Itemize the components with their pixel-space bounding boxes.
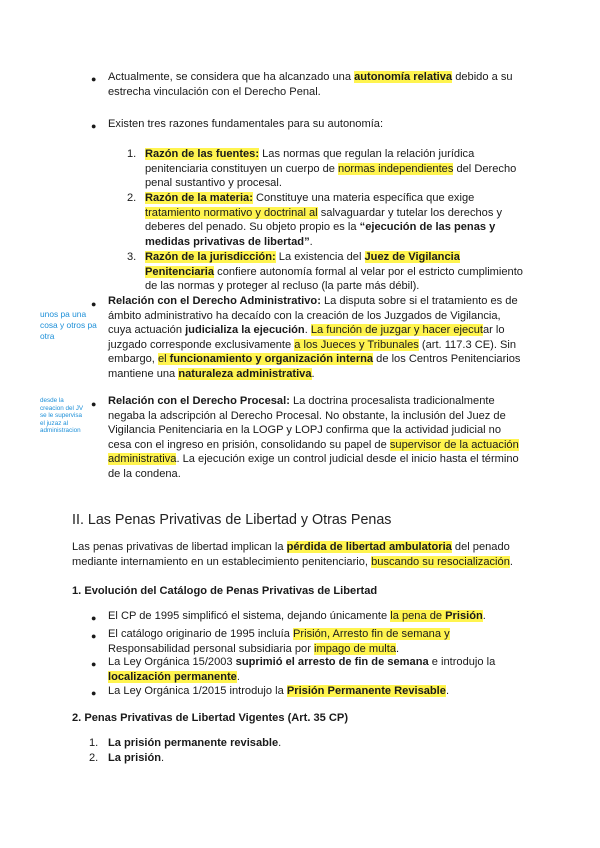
highlight: Razón de la materia: (145, 192, 253, 204)
text: El catálogo originario de 1995 incluía (108, 628, 294, 640)
text: La existencia del (275, 251, 365, 263)
item-prision-permanente (108, 736, 281, 751)
highlight: buscando su resocialización (371, 555, 510, 568)
highlight: impago de multa (313, 642, 397, 655)
text: mediante internamiento en un establecimiento penitenciario, (72, 555, 372, 568)
note-line: unos pa una (40, 309, 87, 319)
subsection-heading: 1. Evolución del Catálogo de Penas Privativas de Libertad (72, 585, 378, 597)
razon-jurisdiccion (145, 250, 533, 294)
text: La Ley Orgánica 15/2003 (108, 656, 236, 668)
highlight: normas independientes (338, 162, 454, 175)
text: El CP de 1995 simplificó el sistema, dejando únicamente (108, 610, 391, 622)
text: embargo, (108, 353, 158, 366)
text: Constituye una materia específica que exige (252, 192, 475, 204)
intro-paragraph (72, 540, 532, 569)
text: debido a su (452, 71, 513, 83)
text: (art. 117.3 CE). Sin (418, 338, 517, 351)
highlight: pérdida de libertad ambulatoria (286, 541, 452, 553)
note-line: otra (40, 331, 55, 341)
highlight: Prisión (445, 610, 483, 622)
note-line: creacion del JV (40, 404, 84, 412)
highlight: Juez de Vigilancia (364, 251, 460, 263)
text: Responsabilidad personal subsidiaria por (108, 642, 314, 655)
bullet-dot: ● (91, 659, 97, 669)
bullet-dot: ● (91, 121, 97, 131)
text: . La ejecución exige un control judicial desde el inicio hasta el término (176, 453, 519, 466)
text: salvaguardar y tutelar los derechos y (317, 206, 503, 219)
bold-text: Relación con el Derecho Administrativo: (108, 295, 321, 307)
bold-text: La prisión (108, 752, 162, 764)
bold-text: La prisión (108, 737, 162, 749)
bullet-autonomia (108, 70, 533, 99)
subsection-heading: 2. Penas Privativas de Libertad Vigentes (Art. 35 CP) (72, 712, 349, 724)
text: Vigilancia Penitenciaria en la LOGP y LOPJ confirma que la actividad judicial no (108, 424, 502, 437)
note-line: el juzaz al (40, 419, 69, 427)
text: . (278, 737, 282, 749)
bullet-dot: ● (91, 299, 97, 309)
text: del penado (451, 541, 510, 553)
list-number: 2. (89, 752, 99, 764)
note-line: administracion (40, 427, 81, 435)
note-line: cosa y otros pa (40, 320, 97, 330)
text: juzgado corresponde exclusivamente (108, 338, 295, 351)
highlight: supervisor de la actuación (389, 438, 519, 451)
section-heading: II. Las Penas Privativas de Libertad y Otras Penas (72, 512, 392, 528)
note-line: se le supervisa (40, 412, 82, 420)
highlight: Razón de las fuentes: (145, 148, 260, 160)
note-line: desde la (40, 397, 64, 404)
text: . (309, 235, 313, 248)
razon-fuentes (145, 147, 533, 191)
text: Actualmente, se considera que ha alcanzado una (108, 71, 355, 83)
margin-note-1 (40, 309, 97, 342)
highlight: autonomía relativa (354, 71, 453, 83)
highlight: la pena de (390, 610, 446, 622)
text: . (161, 752, 165, 764)
highlight: localización permanente (108, 670, 237, 683)
text: . (304, 324, 311, 337)
highlight: Penitenciaria (145, 265, 215, 278)
text: e introdujo la (428, 656, 496, 668)
bullet-derecho-procesal (108, 394, 533, 482)
bold-text: judicializa la ejecución (185, 324, 305, 337)
bold-text: “ejecución de las penas y (359, 221, 496, 234)
text: Las penas privativas de libertad implican la (72, 541, 287, 553)
text: La doctrina procesalista tradicionalmente (289, 395, 495, 407)
text: . (482, 610, 486, 622)
text: penal sustantivo y procesal. (145, 177, 282, 190)
text: de los Centros Penitenciarios (373, 353, 521, 366)
item-catalogo-originario (108, 627, 533, 656)
highlight: a los Jueces y Tribunales (294, 338, 419, 351)
text: penitenciaria constituyen un cuerpo de (145, 162, 339, 175)
text: Las normas que regulan la relación jurídica (259, 148, 475, 160)
text: de las normas y proteger al recluso (la parte más débil). (145, 280, 420, 293)
text: cesa con el ingreso en prisión, consolidando su papel de (108, 438, 390, 451)
item-lo-1-2015 (108, 684, 533, 699)
text: del Derecho (453, 162, 517, 175)
bullet-derecho-administrativo (108, 294, 533, 382)
item-cp-1995 (108, 609, 533, 624)
highlight: Prisión Permanente Revisable (286, 685, 446, 697)
bold-text: permanente revisable (161, 737, 279, 749)
bullet-dot: ● (91, 631, 97, 641)
item-prision (108, 751, 164, 766)
highlight: La función de juzgar y hacer ejecut (310, 324, 483, 337)
bold-text: suprimió el arresto de fin de semana (235, 656, 429, 668)
text: mantiene una (108, 367, 179, 380)
text: . (236, 670, 240, 683)
list-number: 3. (127, 251, 137, 263)
highlight: el (157, 353, 170, 366)
text: . (311, 367, 315, 380)
text: ámbito administrativo ha decaído con la creación de los Juzgados de Vigilancia, (108, 309, 501, 322)
margin-note-2 (40, 397, 83, 435)
highlight: Razón de la jurisdicción: (145, 251, 276, 263)
text: confiere autonomía formal al velar por el estricto cumplimiento (214, 265, 523, 278)
bullet-dot: ● (91, 688, 97, 698)
highlight: Prisión, Arresto fin de semana y (293, 628, 450, 640)
text: de la condena. (108, 467, 181, 480)
list-number: 2. (127, 192, 137, 204)
text: . (509, 555, 513, 568)
list-number: 1. (127, 148, 137, 160)
highlight: administrativa (108, 453, 177, 466)
text: La disputa sobre si el tratamiento es de (320, 295, 518, 307)
text: negaba la adscripción al Derecho Procesal. No obstante, la inclusión del Juez de (108, 409, 506, 422)
text: . (396, 642, 400, 655)
bold-text: Relación con el Derecho Procesal: (108, 395, 290, 407)
bullet-dot: ● (91, 399, 97, 409)
text: ar lo (482, 324, 505, 337)
text: estrecha vinculación con el Derecho Penal. (108, 85, 321, 98)
bullet-razones: Existen tres razones fundamentales para su autonomía: (108, 118, 384, 130)
text: . (445, 685, 450, 697)
razon-materia (145, 191, 533, 249)
highlight: funcionamiento y organización interna (169, 353, 374, 366)
bullet-dot: ● (91, 74, 97, 84)
highlight: naturaleza administrativa (178, 367, 312, 380)
item-lo-15-2003 (108, 655, 533, 684)
bold-text: medidas privativas de libertad” (145, 235, 310, 248)
bullet-dot: ● (91, 613, 97, 623)
text: cuya actuación (108, 324, 186, 337)
list-number: 1. (89, 737, 99, 749)
text: La Ley Orgánica 1/2015 introdujo la (108, 685, 287, 697)
highlight: tratamiento normativo y doctrinal al (145, 206, 318, 219)
text: deberes del penado. Su objeto propio es la (145, 221, 360, 234)
